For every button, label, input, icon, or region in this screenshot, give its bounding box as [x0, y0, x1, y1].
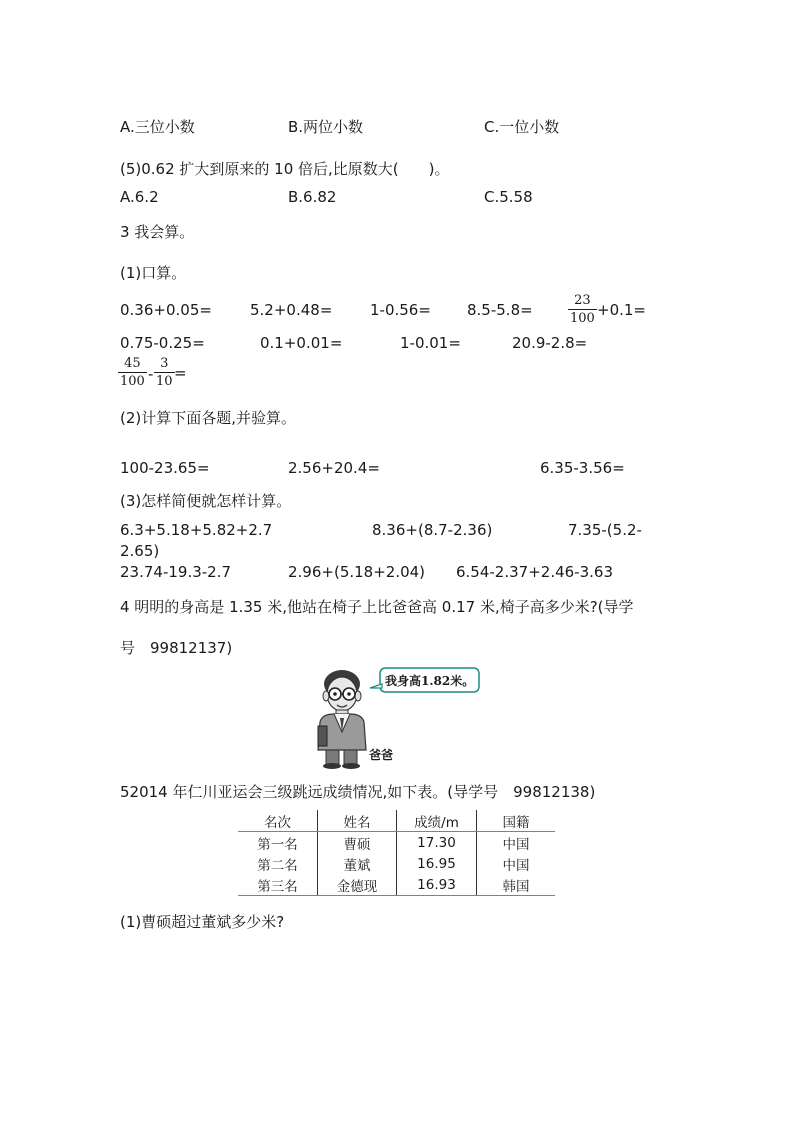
option-b: B.两位小数 [288, 118, 364, 136]
speech-bubble-text: 我身高1.82米。 [385, 674, 475, 688]
fraction [118, 355, 147, 390]
minus-sign: - [148, 365, 154, 383]
table-header-cell: 国籍 [477, 810, 556, 832]
equals-sign: = [174, 364, 187, 382]
section-3-title: 3 我会算。 [120, 223, 195, 241]
simple-item: 2.96+(5.18+2.04) [288, 563, 426, 581]
table-row [238, 874, 555, 896]
table-header-cell: 成绩/m [397, 810, 477, 832]
table-row [238, 832, 555, 854]
simple-item: 6.3+5.18+5.82+2.7 [120, 521, 273, 539]
table-cell: 董斌 [318, 853, 397, 874]
fraction-denominator: 100 [570, 311, 595, 326]
table-cell: 金德现 [318, 874, 397, 896]
table-cell: 第一名 [257, 836, 298, 853]
simple-item: 23.74-19.3-2.7 [120, 563, 232, 581]
oral-item-rest: +0.1= [597, 301, 646, 319]
table-cell: 中国 [477, 832, 556, 854]
table-cell: 第三名 [238, 874, 318, 896]
verify-item: 6.35-3.56= [540, 459, 625, 477]
oral-item: 0.36+0.05= [120, 301, 212, 319]
fraction-numerator: 45 [124, 356, 141, 371]
option-c: C.一位小数 [484, 118, 560, 136]
verify-item: 100-23.65= [120, 459, 210, 477]
simple-item-wrap: 2.65) [120, 542, 160, 560]
q5-option-a: A.6.2 [120, 188, 159, 206]
q5-option-c: C.5.58 [484, 188, 533, 206]
fraction [568, 292, 597, 327]
q5-option-b: B.6.82 [288, 188, 337, 206]
fraction [154, 355, 175, 390]
table-header-row [238, 810, 555, 832]
verify-item: 2.56+20.4= [288, 459, 380, 477]
table-cell: 16.95 [397, 853, 477, 874]
section-4-line2: 号 99812137) [120, 639, 233, 657]
oral-item: 5.2+0.48= [250, 301, 333, 319]
table-cell: 第二名 [257, 857, 298, 874]
question-5: (5)0.62 扩大到原来的 10 倍后,比原数大( )。 [120, 160, 450, 178]
oral-item: 1-0.56= [370, 301, 431, 319]
table-cell: 曹硕 [318, 832, 397, 854]
oral-heading: (1)口算。 [120, 264, 187, 282]
simple-heading: (3)怎样简便就怎样计算。 [120, 492, 292, 510]
oral-item: 0.75-0.25= [120, 334, 205, 352]
fraction-numerator: 3 [160, 356, 169, 371]
oral-item: 0.1+0.01= [260, 334, 343, 352]
verify-heading: (2)计算下面各题,并验算。 [120, 409, 297, 427]
simple-item: 6.54-2.37+2.46-3.63 [456, 563, 613, 581]
table-row [238, 853, 555, 874]
oral-item: 20.9-2.8= [512, 334, 588, 352]
fraction-numerator: 23 [574, 293, 591, 308]
oral-item: 8.5-5.8= [467, 301, 533, 319]
table-cell: 中国 [477, 853, 556, 874]
table-header-cell: 姓名 [318, 810, 397, 832]
illustration-caption: 爸爸 [369, 748, 394, 762]
oral-item: 1-0.01= [400, 334, 461, 352]
section-4-line1: 4 明明的身高是 1.35 米,他站在椅子上比爸爸高 0.17 米,椅子高多少米?(导学 [120, 598, 634, 616]
fraction-denominator: 100 [120, 374, 145, 389]
simple-item: 7.35-(5.2- [568, 521, 642, 539]
table-header-cell: 名次 [238, 810, 318, 832]
simple-item: 8.36+(8.7-2.36) [372, 521, 493, 539]
table-cell: 16.93 [397, 874, 477, 896]
fraction-denominator: 10 [156, 374, 173, 389]
section-5-question-1: (1)曹硕超过董斌多少米? [120, 913, 285, 931]
results-table [238, 810, 555, 896]
table-cell: 韩国 [477, 874, 556, 896]
section-5-title: 52014 年仁川亚运会三级跳远成绩情况,如下表。(导学号 99812138) [120, 783, 596, 801]
table-cell: 17.30 [397, 832, 477, 854]
option-a: A.三位小数 [120, 118, 195, 136]
